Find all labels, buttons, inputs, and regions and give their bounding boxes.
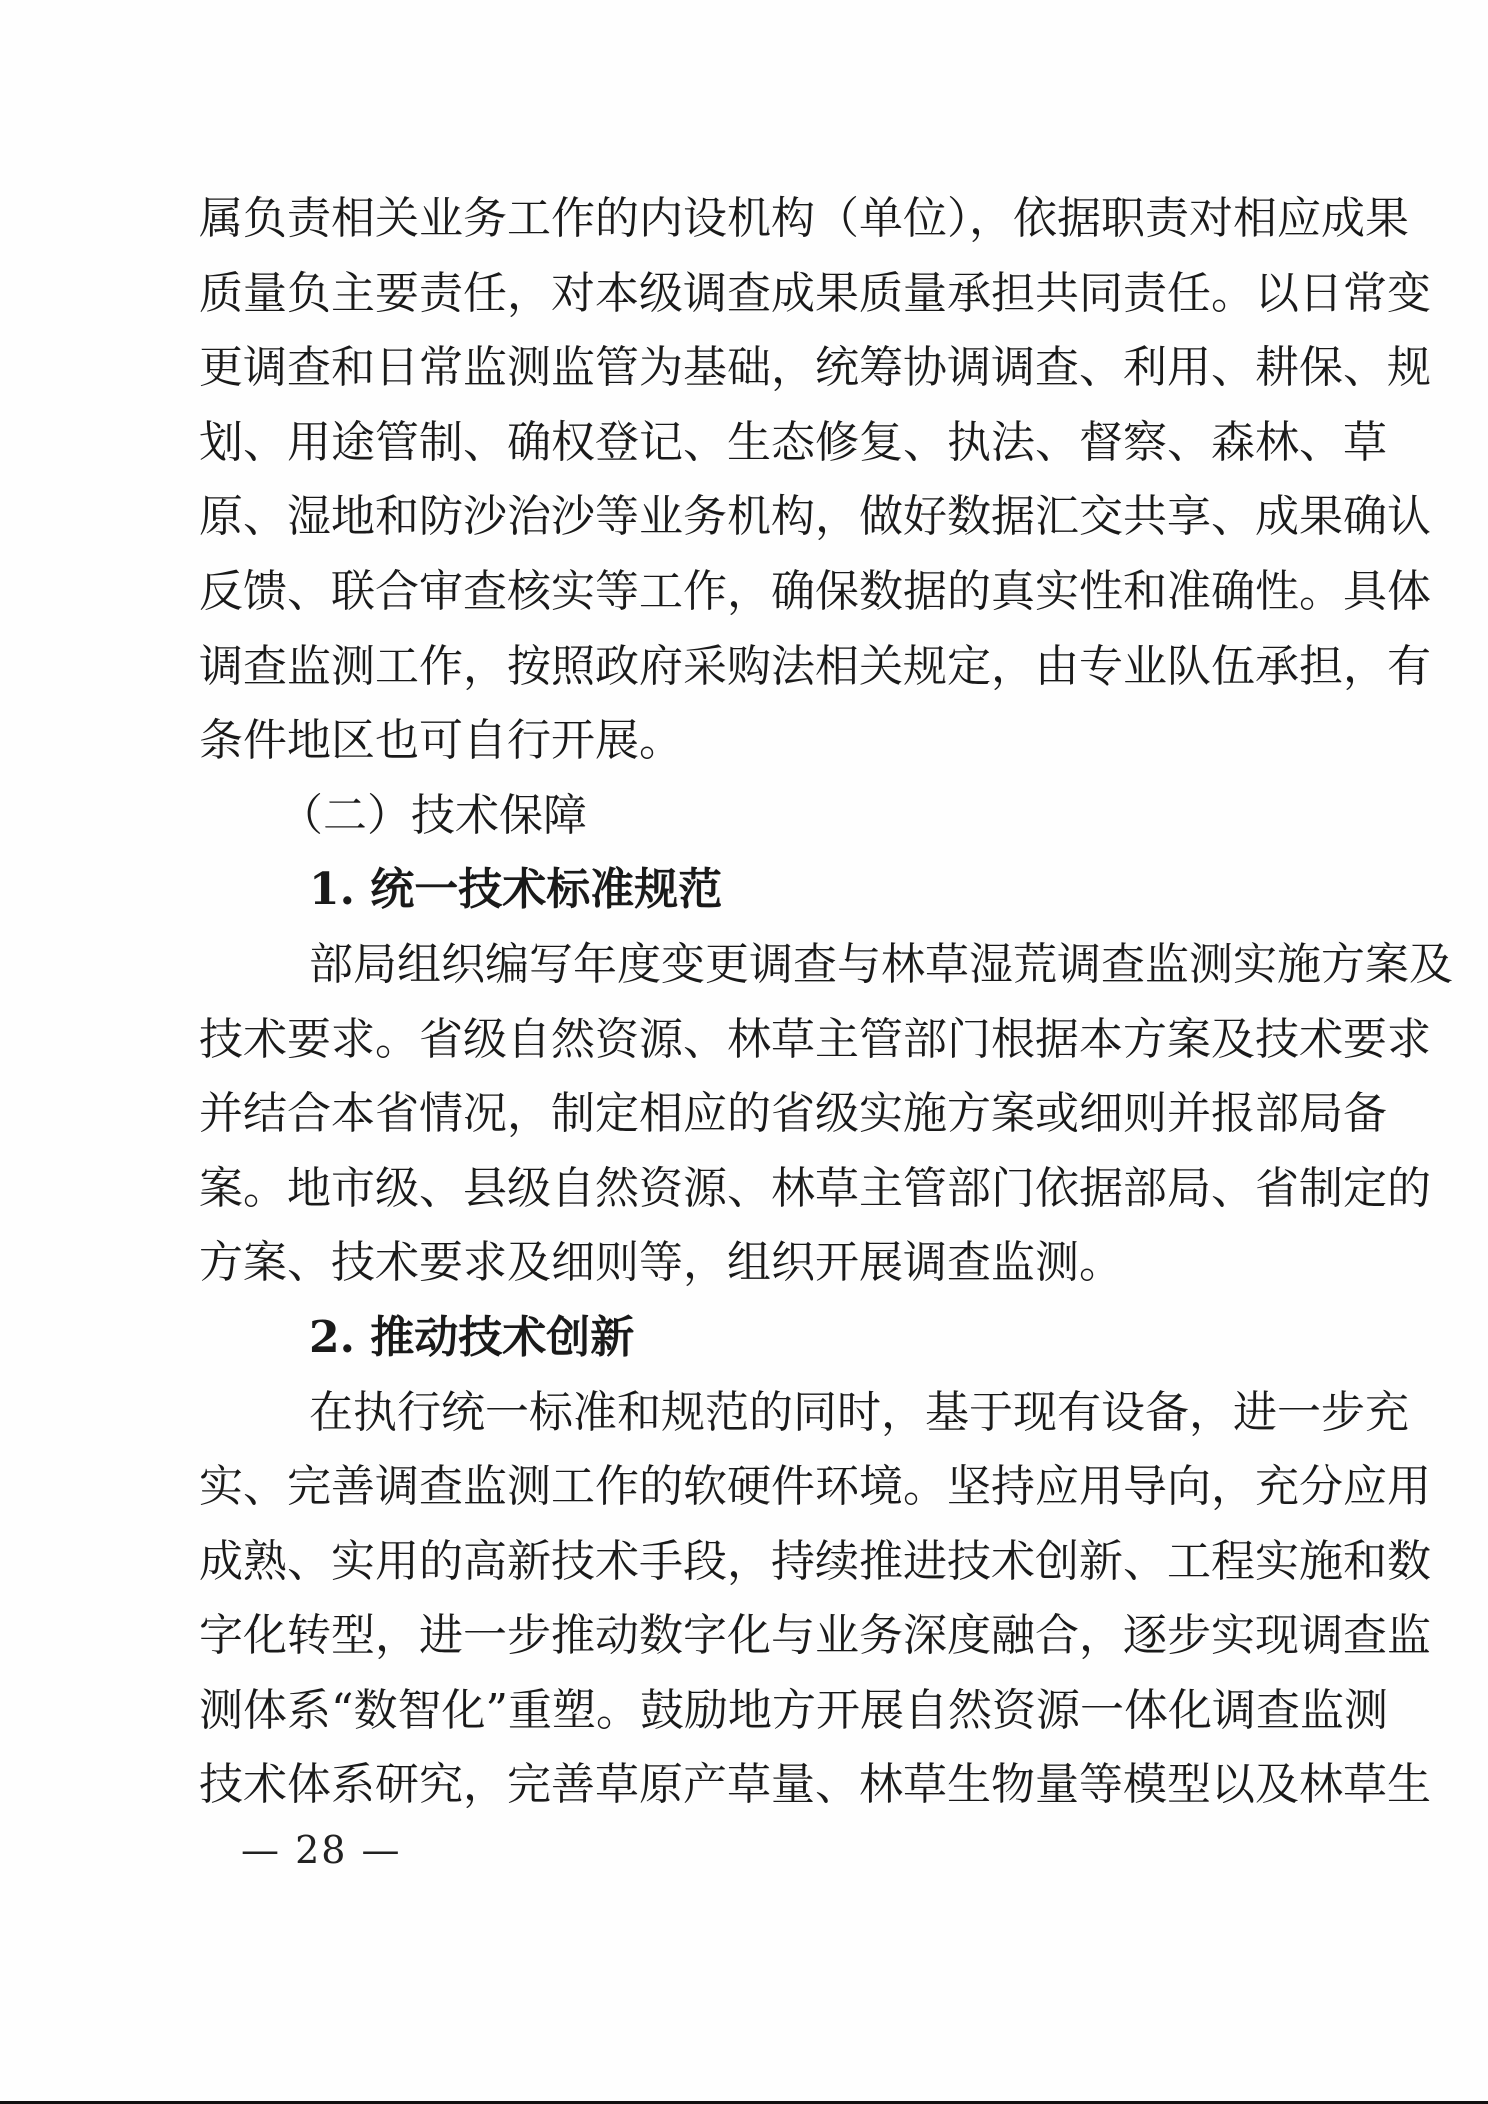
paragraph-line: 并结合本省情况，制定相应的省级实施方案或细则并报部局备 [199, 1088, 1387, 1140]
paragraph-line: 条件地区也可自行开展。 [199, 715, 683, 767]
paragraph-line: 更调查和日常监测监管为基础，统筹协调调查、利用、耕保、规 [199, 342, 1431, 394]
paragraph-line: 调查监测工作，按照政府采购法相关规定，由专业队伍承担，有 [199, 640, 1431, 692]
paragraph-line: 划、用途管制、确权登记、生态修复、执法、督察、森林、草 [199, 416, 1387, 468]
paragraph-line: 部局组织编写年度变更调查与林草湿荒调查监测实施方案及 [309, 938, 1453, 990]
paragraph-line: 属负责相关业务工作的内设机构（单位），依据职责对相应成果 [199, 193, 1409, 244]
paragraph-line: 案。地市级、县级自然资源、林草主管部门依据部局、省制定的 [199, 1162, 1431, 1214]
subsection-heading: 1. 统一技术标准规范 [309, 864, 723, 916]
paragraph-line: 技术要求。省级自然资源、林草主管部门根据本方案及技术要求 [199, 1013, 1431, 1065]
paragraph-line: 在执行统一标准和规范的同时，基于现有设备，进一步充 [309, 1386, 1409, 1438]
paragraph-line: 原、湿地和防沙治沙等业务机构，做好数据汇交共享、成果确认 [199, 491, 1431, 543]
paragraph-line: 实、完善调查监测工作的软硬件环境。坚持应用导向，充分应用 [199, 1461, 1431, 1513]
paragraph-line: 质量负主要责任，对本级调查成果质量承担共同责任。以日常变 [199, 267, 1431, 319]
paragraph-line: 技术体系研究，完善草原产草量、林草生物量等模型以及林草生 [199, 1759, 1431, 1811]
paragraph-line: 成熟、实用的高新技术手段，持续推进技术创新、工程实施和数 [199, 1535, 1431, 1587]
body-text [199, 182, 1453, 1823]
page-number: — 28 — [241, 1828, 402, 1872]
paragraph-line: 方案、技术要求及细则等，组织开展调查监测。 [199, 1237, 1123, 1289]
section-heading: （二）技术保障 [279, 789, 587, 841]
subsection-heading: 2. 推动技术创新 [309, 1311, 635, 1363]
paragraph-line: 测体系“数智化”重塑。鼓励地方开展自然资源一体化调查监测 [199, 1684, 1388, 1736]
paragraph-line: 字化转型，进一步推动数字化与业务深度融合，逐步实现调查监 [199, 1610, 1431, 1662]
paragraph-line: 反馈、联合审查核实等工作，确保数据的真实性和准确性。具体 [199, 565, 1431, 617]
